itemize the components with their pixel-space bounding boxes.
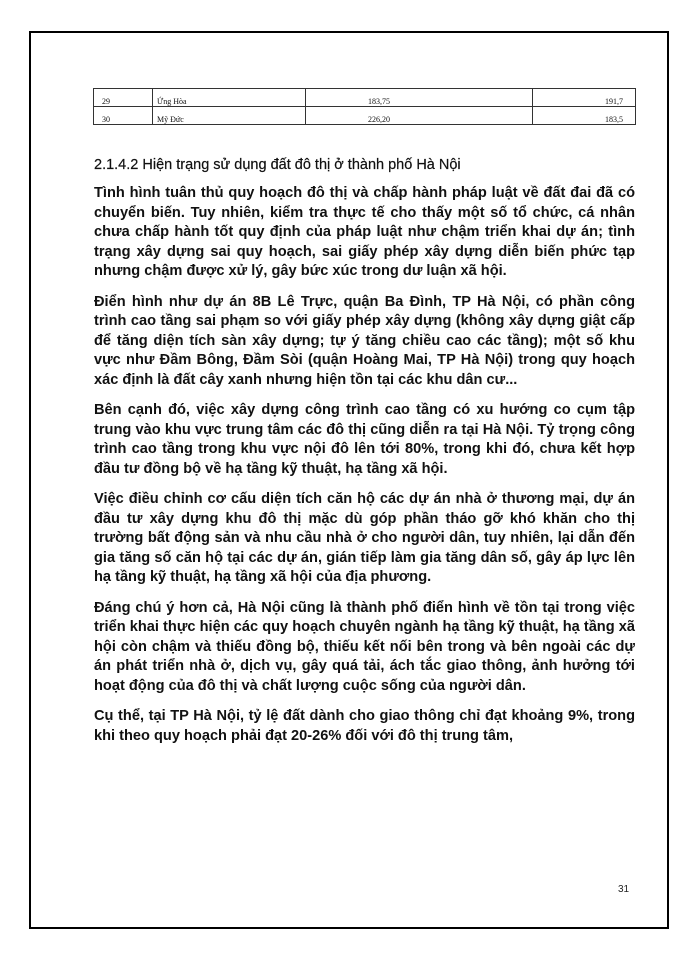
paragraph: Cụ thể, tại TP Hà Nội, tỷ lệ đất dành cho giao thông chỉ đạt khoảng 9%, trong khi theo quy hoạch phải đạt 20-26% đối với đô thị trung tâm,	[94, 708, 635, 744]
paragraph: Bên cạnh đó, việc xây dựng công trình cao tầng có xu hướng co cụm tập trung vào khu vực trung tâm các đô thị cũng diễn ra tại Hà Nội. Tỷ trọng công trình cao tầng trong khu vực nội đô lên tới 80%, trong khi đó, chưa kết hợp đầu tư đồng bộ về hạ tầng kỹ thuật, hạ tầng xã hội.	[94, 402, 635, 477]
row-number: 30	[94, 107, 153, 125]
value-cell: 191,7	[533, 89, 636, 107]
district-name: Ứng Hòa	[153, 89, 306, 107]
value-cell: 183,75	[306, 89, 533, 107]
section-heading: 2.1.4.2 Hiện trạng sử dụng đất đô thị ở thành phố Hà Nội	[94, 157, 461, 173]
table-row	[94, 89, 636, 107]
paragraph: Đáng chú ý hơn cả, Hà Nội cũng là thành phố điển hình về tồn tại trong việc triển khai thực hiện các quy hoạch chuyên ngành hạ tầng kỹ thuật, hạ tầng xã hội còn chậm và thiếu đồng bộ, thiếu kết nối bên trong và bên ngoài các dự án phát triển nhà ở, dịch vụ, gây quá tải, ách tắc giao thông, ảnh hưởng tới hoạt động của đô thị và chất lượng cuộc sống của người dân.	[94, 599, 635, 694]
document-body	[94, 155, 635, 757]
land-data-table	[93, 88, 636, 125]
row-number: 29	[94, 89, 153, 107]
table-row	[94, 107, 636, 125]
paragraph: Việc điều chỉnh cơ cấu diện tích căn hộ các dự án nhà ở thương mại, dự án đầu tư xây dựng khu đô thị mặc dù góp phần tháo gỡ khó khăn cho thị trường bất động sản và nhu cầu nhà ở cho người dân, tuy nhiên, lại dẫn đến gia tăng số căn hộ tại các dự án, gián tiếp làm gia tăng dân số, gây áp lực lên hạ tầng kỹ thuật, hạ tầng xã hội của địa phương.	[94, 491, 635, 585]
value-cell: 183,5	[533, 107, 636, 125]
paragraph: Tình hình tuân thủ quy hoạch đô thị và chấp hành pháp luật về đất đai đã có chuyển biến. Tuy nhiên, kiểm tra thực tế cho thấy một số tổ chức, cá nhân chưa chấp hành tốt quy định của pháp luật như chậm triển khai dự án; tình trạng xây dựng sai quy hoạch, sai giấy phép xây dựng diễn biến phức tạp nhưng chậm được xử lý, gây bức xúc trong dư luận xã hội.	[94, 185, 635, 279]
paragraph: Điển hình như dự án 8B Lê Trực, quận Ba Đình, TP Hà Nội, có phần công trình cao tầng sai phạm so với giấy phép xây dựng (không xây dựng giật cấp để tăng diện tích sàn xây dựng; tự ý tăng chiều cao các tầng); một số khu vực như Đầm Bông, Đầm Sòi (quận Hoàng Mai, TP Hà Nội) trong quy hoạch xác định là đất cây xanh nhưng hiện tồn tại các khu dân cư...	[94, 293, 635, 388]
page-number: 31	[618, 884, 630, 895]
value-cell: 226,20	[306, 107, 533, 125]
district-name: Mỹ Đức	[153, 107, 306, 125]
